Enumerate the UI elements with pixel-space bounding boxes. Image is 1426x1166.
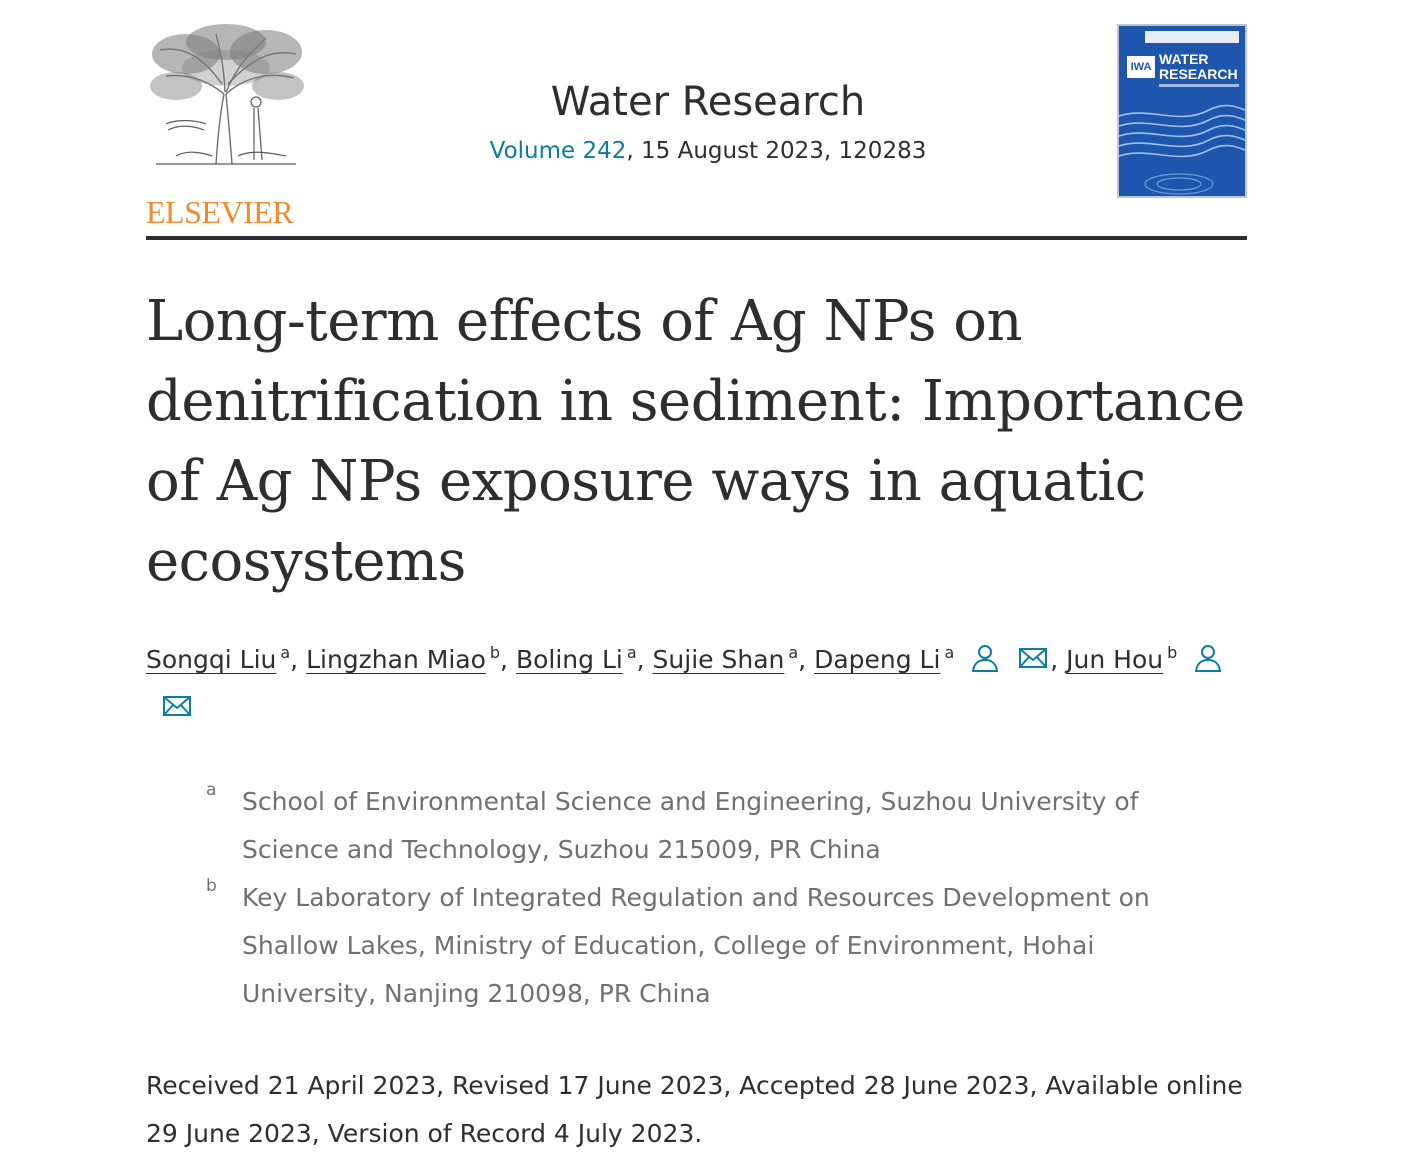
author-item xyxy=(306,645,500,674)
affiliation-item xyxy=(206,874,1206,1018)
author-item xyxy=(653,645,799,674)
cover-subtitle-bar xyxy=(1159,84,1239,87)
author-affil-marker: b xyxy=(1167,643,1178,662)
author-link[interactable]: Boling Li xyxy=(515,645,623,674)
cover-iwa-badge: IWA xyxy=(1127,56,1155,78)
author-item xyxy=(516,645,637,674)
author-link[interactable]: Sujie Shan xyxy=(652,645,785,674)
cover-wave-graphic-icon xyxy=(1119,96,1247,198)
author-link[interactable]: Dapeng Li xyxy=(814,645,941,674)
author-affil-marker: a xyxy=(788,643,799,662)
journal-cover-thumbnail[interactable] xyxy=(1117,24,1247,198)
article-header xyxy=(146,0,1247,240)
author-link[interactable]: Jun Hou xyxy=(1066,645,1164,674)
header-divider xyxy=(146,236,1247,240)
affiliation-label: b xyxy=(206,876,217,896)
issue-date-and-article-number: , 15 August 2023, 120283 xyxy=(626,138,927,164)
author-list: Songqi Liu $^a$, Lingzhan Miao $^b$, Boling Li $^a$, Sujie Shan $^a$, Dapeng Li $^a$ , Jun Hou $^b$ xyxy=(146,636,1247,732)
author-item xyxy=(146,645,290,674)
author-affil-marker: b xyxy=(489,643,501,662)
volume-link[interactable]: Volume 242 xyxy=(489,138,627,164)
article-page xyxy=(146,0,1247,1148)
publisher-name: ELSEVIER xyxy=(146,194,294,230)
envelope-icon[interactable] xyxy=(1016,642,1050,674)
affiliation-text: School of Environmental Science and Engineering, Suzhou University of Science and Technology, Suzhou 215009, PR China xyxy=(242,787,1139,864)
journal-issue-info xyxy=(146,136,1270,166)
cover-top-bar xyxy=(1145,31,1239,43)
person-icon[interactable] xyxy=(968,642,1002,674)
article-history: Received 21 April 2023, Revised 17 June 2023, Accepted 28 June 2023, Available online 29 June 2023, Version of Record 4 July 2023. xyxy=(146,1071,1243,1148)
envelope-icon[interactable] xyxy=(160,690,194,722)
affiliation-item xyxy=(206,778,1206,874)
person-icon[interactable] xyxy=(1191,642,1225,674)
article-title: Long-term effects of Ag NPs on denitrification in sediment: Importance of Ag NPs exposure ways in aquatic ecosystems xyxy=(146,289,1245,594)
cover-title xyxy=(1159,52,1238,82)
author-affil-marker: a xyxy=(944,643,955,662)
affiliation-text: Key Laboratory of Integrated Regulation and Resources Development on Shallow Lakes, Ministry of Education, College of Environment, Hohai University, Nanjing 210098, PR China xyxy=(242,883,1150,1008)
cover-title-line1: WATER xyxy=(1159,51,1209,67)
author-affil-marker: a xyxy=(280,643,291,662)
author-link[interactable]: Lingzhan Miao xyxy=(306,645,486,674)
author-affil-marker: a xyxy=(626,643,637,662)
journal-info xyxy=(146,74,1270,166)
affiliation-label: a xyxy=(206,780,217,800)
cover-title-line2: RESEARCH xyxy=(1159,66,1238,82)
affiliation-list xyxy=(206,778,1206,1018)
journal-title-link[interactable]: Water Research xyxy=(550,79,866,125)
author-link[interactable]: Songqi Liu xyxy=(146,645,277,674)
author-item xyxy=(814,645,1050,674)
